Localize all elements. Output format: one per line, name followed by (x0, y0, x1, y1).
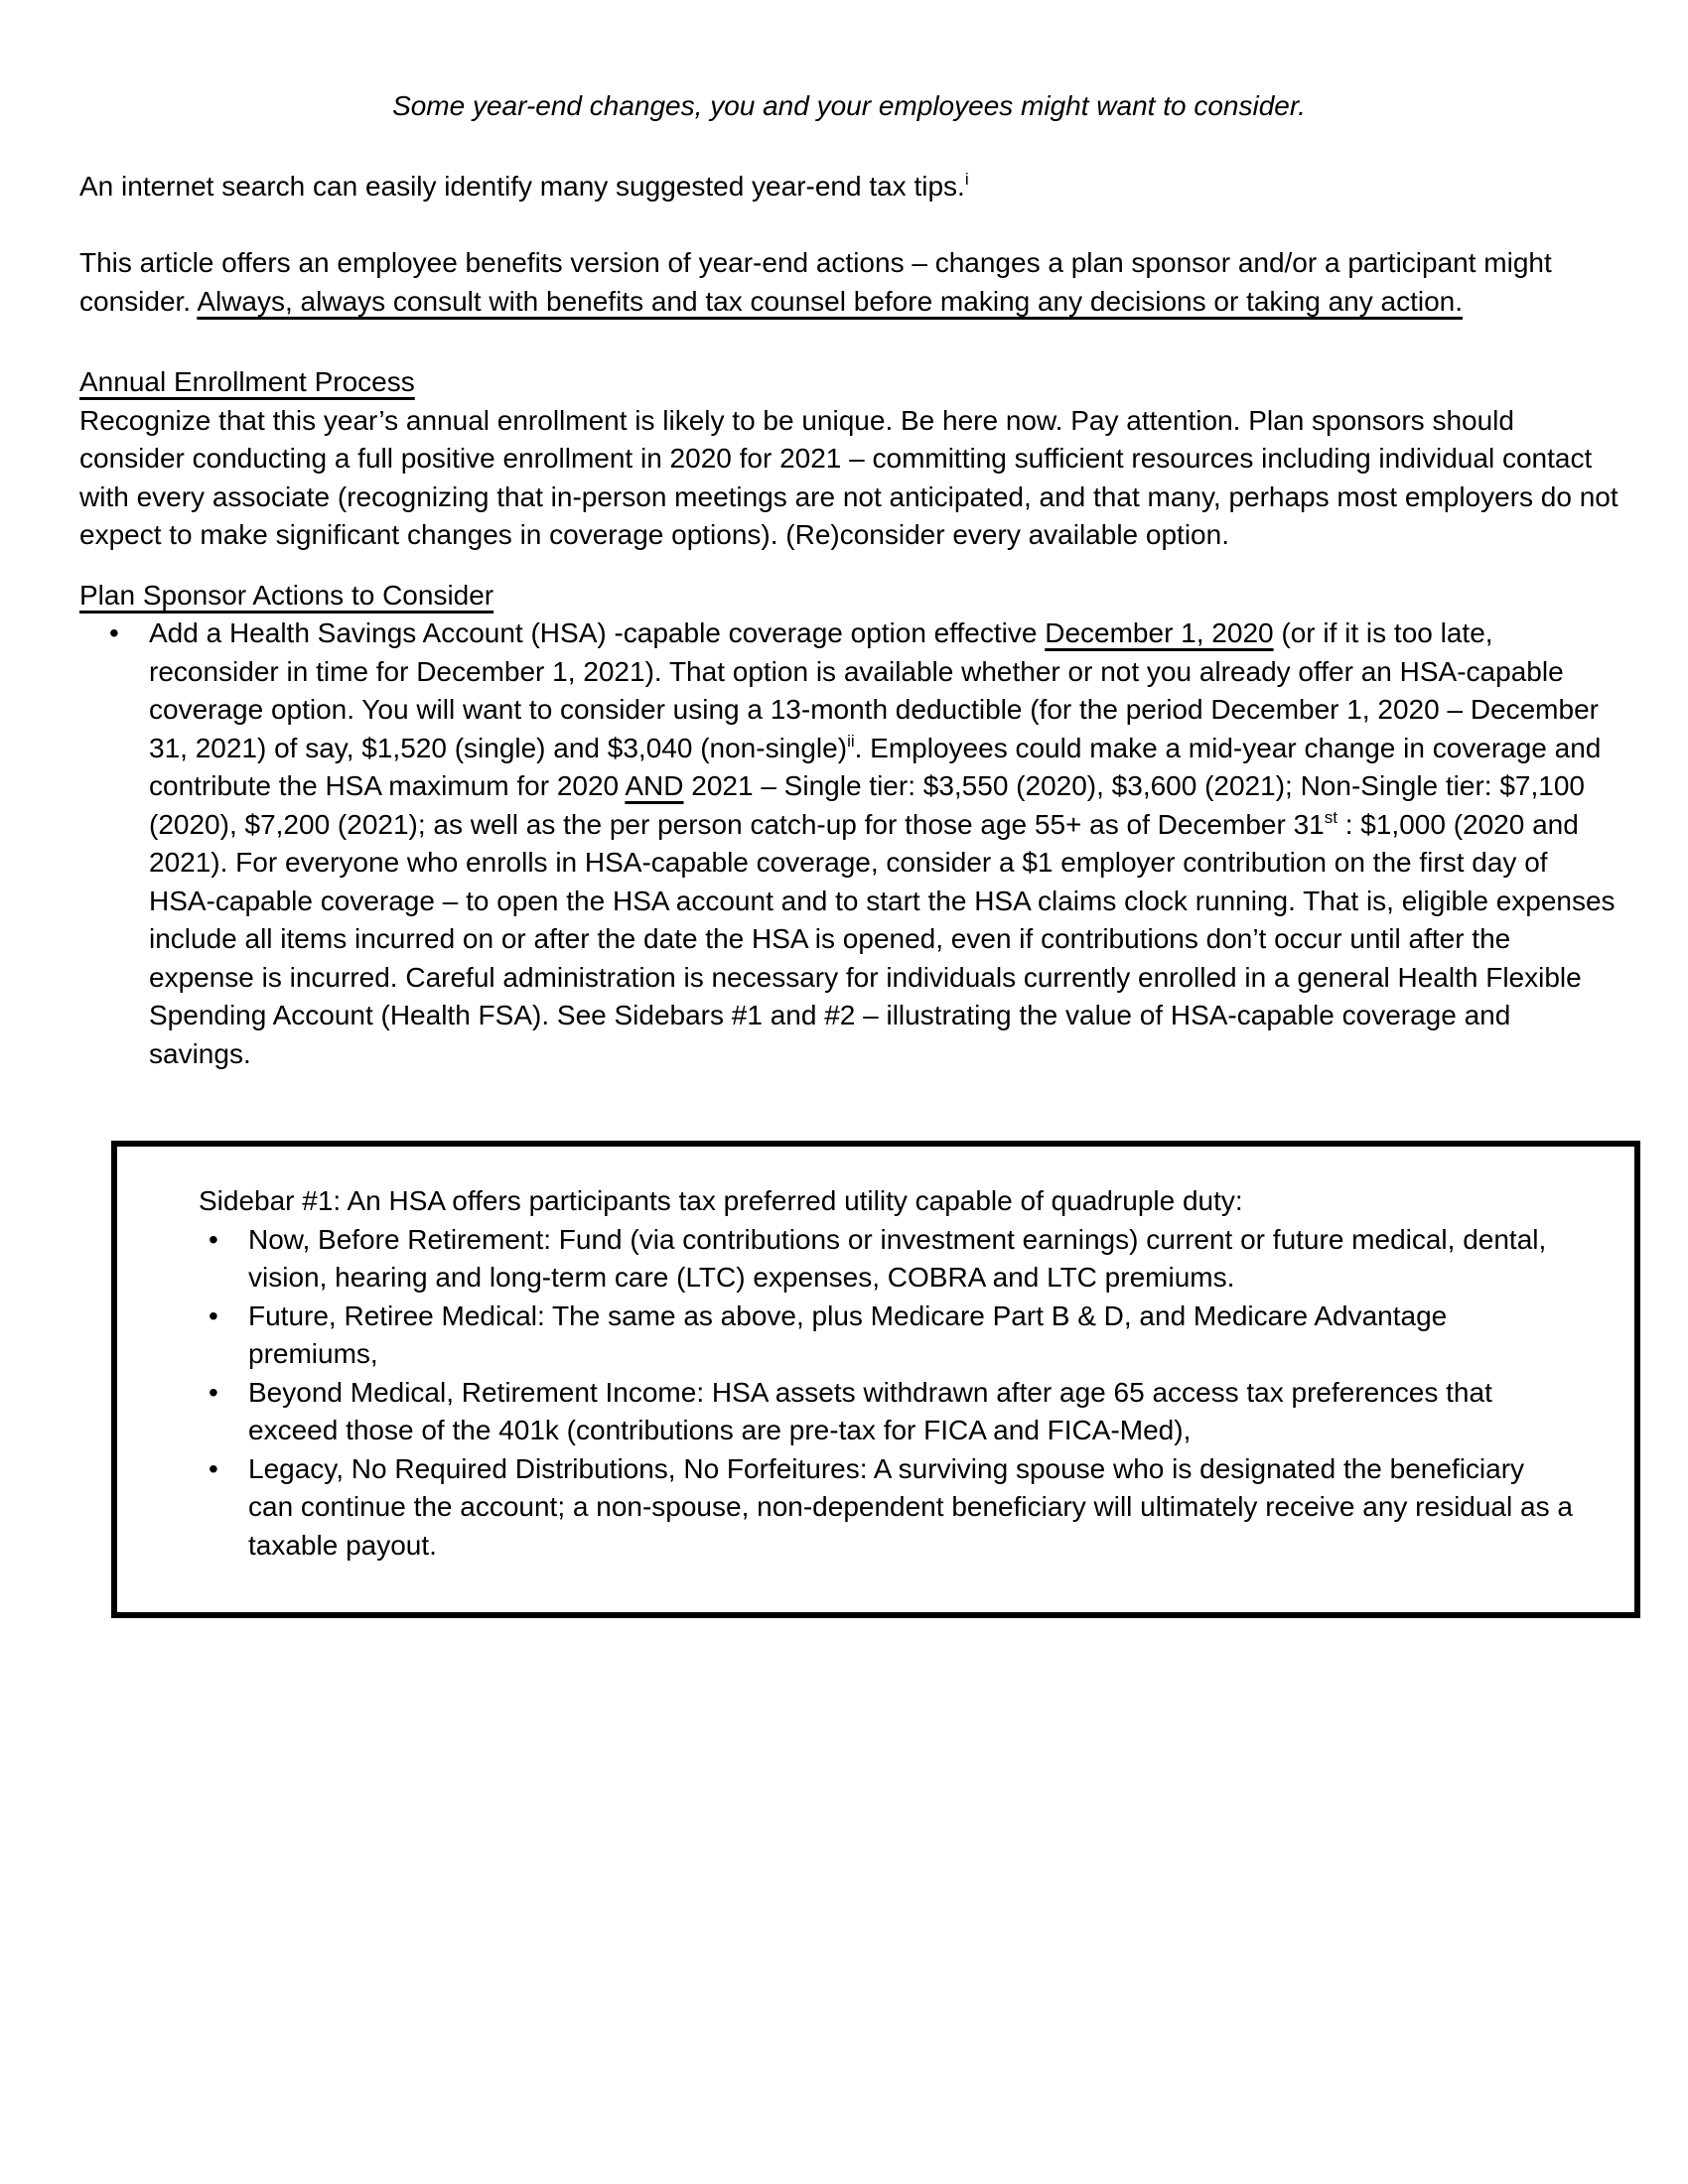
section-heading-annual-enrollment (79, 363, 1618, 402)
sidebar-list-item: • Now, Before Retirement: Fund (via contributions or investment earnings) current or future medical, dental, vision, hearing and long-term care (LTC) expenses, COBRA and LTC premiums. (248, 1221, 1575, 1297)
sidebar-1-box (111, 1141, 1640, 1618)
section-heading-text: Plan Sponsor Actions to Consider (79, 579, 494, 611)
sidebar-list-item: • Future, Retiree Medical: The same as above, plus Medicare Part B & D, and Medicare Advantage premiums, (248, 1297, 1575, 1374)
sidebar-list-item: • Legacy, No Required Distributions, No Forfeitures: A surviving spouse who is designated the beneficiary can continue the account; a non-spouse, non-dependent beneficiary will ultimately receive any residual as a taxable payout. (248, 1450, 1575, 1566)
advice-paragraph: This article offers an employee benefits version of year-end actions – changes a plan sponsor and/or a participant might consider. Always, always consult with benefits and tax counsel before making any decisions or taking any action. (79, 247, 1552, 317)
plan-sponsor-bullet-list (79, 614, 1618, 1073)
bullet-item-hsa-option: • Add a Health Savings Account (HSA) -capable coverage option effective December 1, 2020 (or if it is too late, reconsider in time for December 1, 2021). That option is available whether or not you already offer an HSA-capable coverage option. You will want to consider using a 13-month deductible (for the period December 1, 2020 – December 31, 2021) of say, $1,520 (single) and $3,040 (non-single)$^{ii}$. Employees could make a mid-year change in coverage and contribute the HSA maximum for 2020 AND 2021 – Single tier: $3,550 (2020), $3,600 (2021); Non-Single tier: $7,100 (2020), $7,200 (2021); as well as the per person catch-up for those age 55+ as of December 31st : $1,000 (2020 and 2021). For everyone who enrolls in HSA-capable coverage, consider a $1 employer contribution on the first day of HSA-capable coverage – to open the HSA account and to start the HSA claims clock running. That is, eligible expenses include all items incurred on or after the date the HSA is opened, even if contributions don’t occur until after the expense is incurred. Careful administration is necessary for individuals currently enrolled in a general Health Flexible Spending Account (Health FSA). See Sidebars #1 and #2 – illustrating the value of HSA-capable coverage and savings. (149, 614, 1618, 1073)
document-title: Some year-end changes, you and your employees might want to consider. (392, 90, 1306, 121)
sidebar-list-item: • Beyond Medical, Retirement Income: HSA assets withdrawn after age 65 access tax preferences that exceed those of the 401k (contributions are pre-tax for FICA and FICA-Med), (248, 1374, 1575, 1450)
section-heading-plan-sponsor-actions (79, 577, 1618, 615)
sidebar-1-bullet-list (199, 1221, 1575, 1566)
intro-paragraph: An internet search can easily identify many suggested year-end tax tips.$^i$ (79, 169, 969, 202)
annual-enrollment-paragraph: Recognize that this year’s annual enrollment is likely to be unique. Be here now. Pay attention. Plan sponsors should consider conducting a full positive enrollment in 2020 for 2021 – committing sufficient resources including individual contact with every associate (recognizing that in-person meetings are not anticipated, and that many, perhaps most employers do not expect to make significant changes in coverage options). (Re)consider every available option. (79, 404, 1618, 550)
section-heading-text: Annual Enrollment Process (79, 366, 415, 397)
sidebar-1-title: Sidebar #1: An HSA offers participants tax preferred utility capable of quadruple duty: (199, 1185, 1243, 1216)
